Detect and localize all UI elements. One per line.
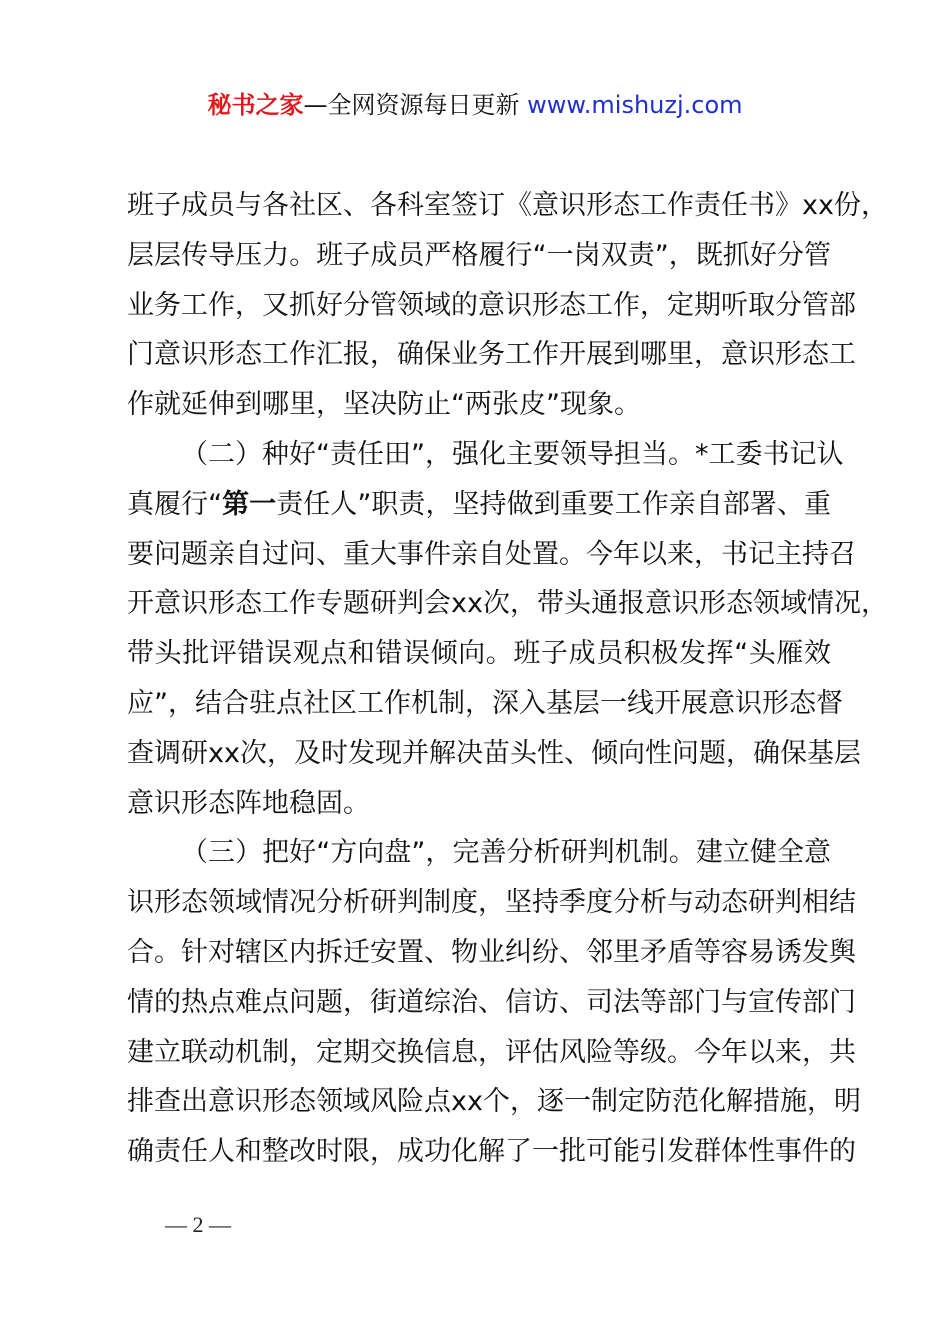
paragraph-line: 层层传导压力。班子成员严格履行“一岗双责”，既抓好分管 [127, 239, 831, 271]
paragraph-line: 带头批评错误观点和错误倾向。班子成员积极发挥“头雁效 [127, 638, 831, 670]
header-tagline: —全网资源每日更新 [303, 91, 520, 119]
paragraph-line: 识形态领域情况分析研判制度，坚持季度分析与动态研判相结 [127, 887, 856, 919]
brand-name: 秘书之家 [207, 91, 304, 119]
document-body [127, 181, 888, 1177]
section-heading-line: （二）种好“责任田”，强化主要领导担当。*工委书记认 [181, 438, 844, 470]
paragraph-line: 门意识形态工作汇报，确保业务工作开展到哪里，意识形态工 [127, 339, 856, 371]
paragraph-line: 情的热点难点问题，街道综治、信访、司法等部门与宣传部门 [127, 986, 856, 1018]
site-url-link[interactable]: www.mishuzj.com [527, 91, 743, 119]
site-header [0, 88, 950, 122]
section-heading-line: （三）把好“方向盘”，完善分析研判机制。建立健全意 [181, 837, 831, 869]
paragraph-line: 建立联动机制，定期交换信息，评估风险等级。今年以来，共 [127, 1036, 856, 1068]
paragraph-line: 确责任人和整改时限，成功化解了一批可能引发群体性事件的 [127, 1136, 856, 1168]
paragraph-line: 查调研xx次，及时发现并解决苗头性、倾向性问题，确保基层 [127, 737, 861, 769]
paragraph-line: 要问题亲自过问、重大事件亲自处置。今年以来，书记主持召 [127, 538, 856, 570]
line-text: 真履行“ [127, 488, 223, 520]
page-number: — 2 — [165, 1212, 231, 1237]
paragraph-line: 班子成员与各社区、各科室签订《意识形态工作责任书》xx份， [127, 190, 888, 221]
paragraph-line: 排查出意识形态领域风险点xx个，逐一制定防范化解措施，明 [127, 1086, 861, 1118]
paragraph-line: 作就延伸到哪里，坚决防止“两张皮”现象。 [127, 389, 641, 421]
line-text: 责任人”职责，坚持做到重要工作亲自部署、重 [276, 488, 831, 520]
paragraph-line: 合。针对辖区内拆迁安置、物业纠纷、邻里矛盾等容易诱发舆 [127, 936, 856, 968]
paragraph-line: 应”，结合驻点社区工作机制，深入基层一线开展意识形态督 [127, 687, 843, 719]
paragraph-line: 业务工作，又抓好分管领域的意识形态工作，定期听取分管部 [127, 289, 856, 321]
paragraph-line: 开意识形态工作专题研判会xx次，带头通报意识形态领域情况， [127, 588, 888, 620]
emphasis-text: 第一 [222, 488, 277, 520]
paragraph-line: 意识形态阵地稳固。 [127, 787, 370, 819]
paragraph-line-with-emphasis [127, 480, 831, 530]
